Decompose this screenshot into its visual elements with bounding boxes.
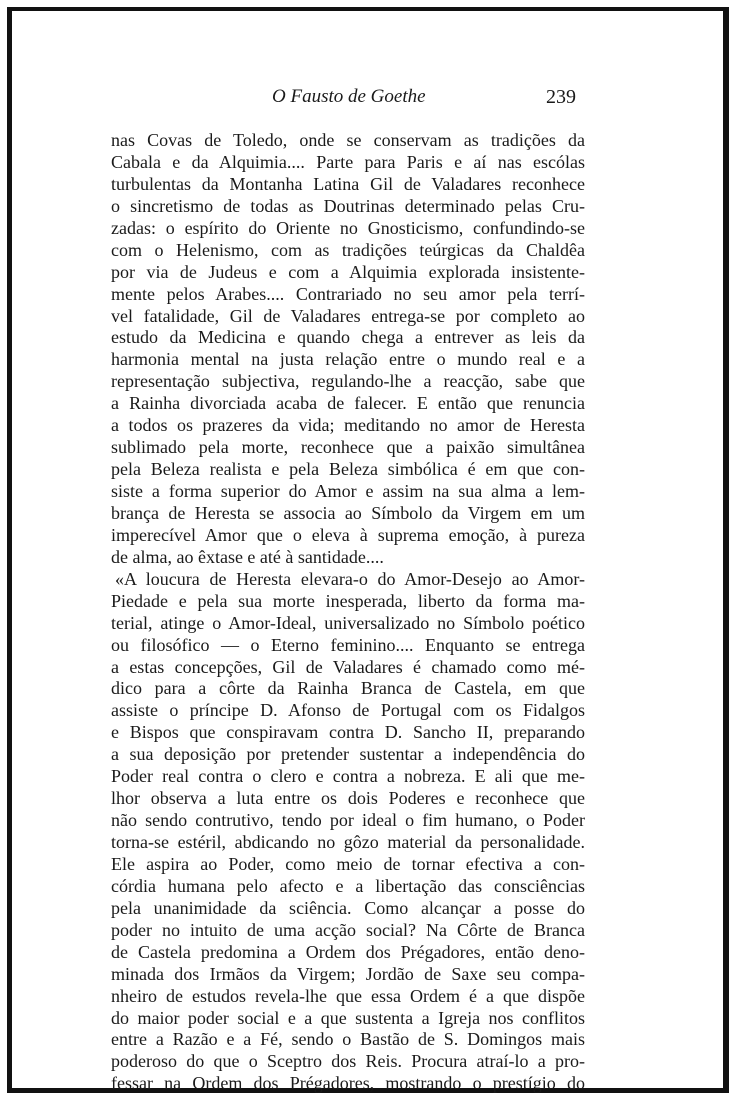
text-line: não sendo contrutivo, tendo por ideal o fim humano, o Poder <box>111 810 585 831</box>
text-line: Cabala e da Alquimia.... Parte para Paris e aí nas escólas <box>111 151 585 172</box>
text-line: terial, atinge o Amor-Ideal, universalizado no Símbolo poético <box>111 612 585 633</box>
text-line: minada dos Irmãos da Virgem; Jordão de Saxe seu compa- <box>111 963 585 984</box>
text-line: poderoso do que o Sceptro dos Reis. Procura atraí-lo a pro- <box>111 1051 585 1072</box>
text-line: zadas: o espírito do Oriente no Gnosticismo, confundindo-se <box>111 217 585 238</box>
text-line: com o Helenismo, com as tradições teúrgicas da Chaldêa <box>111 239 585 260</box>
text-line: a Rainha divorciada acaba de falecer. E então que renuncia <box>111 393 585 414</box>
text-line: vel fatalidade, Gil de Valadares entrega-se por completo ao <box>111 305 585 326</box>
text-line: representação subjectiva, regulando-lhe a reacção, sabe que <box>111 371 585 392</box>
text-line: brança de Heresta se associa ao Símbolo da Virgem em um <box>111 502 585 523</box>
running-head <box>0 86 738 114</box>
text-line: pela unanimidade da sciência. Como alcançar a posse do <box>111 897 585 918</box>
text-line: harmonia mental na justa relação entre o mundo real e a <box>111 349 585 370</box>
text-line: o sincretismo de todas as Doutrinas determinado pelas Cru- <box>111 195 585 216</box>
text-line: lhor observa a luta entre os dois Poderes e reconhece que <box>111 788 585 809</box>
text-line: fessar na Ordem dos Prégadores, mostrando o prestígio do <box>111 1073 585 1094</box>
text-line: sublimado pela morte, reconhece que a paixão simultânea <box>111 437 585 458</box>
text-line: Ele aspira ao Poder, como meio de tornar efectiva a con- <box>111 853 585 874</box>
page-number: 239 <box>546 86 576 108</box>
text-line: Poder real contra o clero e contra a nobreza. E ali que me- <box>111 766 585 787</box>
text-line: estudo da Medicina e quando chega a entrever as leis da <box>111 327 585 348</box>
text-line: a todos os prazeres da vida; meditando no amor de Heresta <box>111 415 585 436</box>
paragraph-start-line: «A loucura de Heresta elevara-o do Amor-Desejo ao Amor- <box>115 568 585 589</box>
text-line: ou filosófico — o Eterno feminino.... Enquanto se entrega <box>111 634 585 655</box>
text-line: turbulentas da Montanha Latina Gil de Valadares reconhece <box>111 173 585 194</box>
text-line: entre a Razão e a Fé, sendo o Bastão de S. Domingos mais <box>111 1029 585 1050</box>
text-line: pela Beleza realista e pela Beleza simbólica é em que con- <box>111 459 585 480</box>
text-line: siste a forma superior do Amor e assim na sua alma a lem- <box>111 481 585 501</box>
text-line: torna-se estéril, abdicando no gôzo material da personalidade. <box>111 832 585 852</box>
text-line: a estas concepções, Gil de Valadares é chamado como mé- <box>111 656 585 677</box>
text-line: a sua deposição por pretender sustentar a independência do <box>111 744 585 765</box>
text-line: nas Covas de Toledo, onde se conservam as tradições da <box>111 130 585 150</box>
text-line: poder no intuito de uma acção social? Na Côrte de Branca <box>111 919 585 940</box>
text-line: mente pelos Arabes.... Contrariado no seu amor pela terrí- <box>111 283 585 304</box>
text-line: Piedade e pela sua morte inesperada, liberto da forma ma- <box>111 590 585 611</box>
text-line: córdia humana pelo afecto e a libertação das consciências <box>111 875 585 896</box>
text-line: de alma, ao êxtase e até à santidade.... <box>111 546 384 567</box>
text-line: dico para a côrte da Rainha Branca de Castela, em que <box>111 678 585 699</box>
text-line: por via de Judeus e com a Alquimia explorada insistente- <box>111 261 585 282</box>
text-line: nheiro de estudos revela-lhe que essa Ordem é a que dispõe <box>111 985 585 1006</box>
text-line: imperecível Amor que o eleva à suprema emoção, à pureza <box>111 524 585 545</box>
text-line: assiste o príncipe D. Afonso de Portugal com os Fidalgos <box>111 700 585 721</box>
text-line: de Castela predomina a Ordem dos Prégadores, então deno- <box>111 941 585 962</box>
text-line: e Bispos que conspiravam contra D. Sancho II, preparando <box>111 722 585 743</box>
text-line: do maior poder social e a que sustenta a Igreja nos conflitos <box>111 1007 585 1028</box>
running-title: O Fausto de Goethe <box>272 86 426 107</box>
body-text <box>111 130 585 1095</box>
